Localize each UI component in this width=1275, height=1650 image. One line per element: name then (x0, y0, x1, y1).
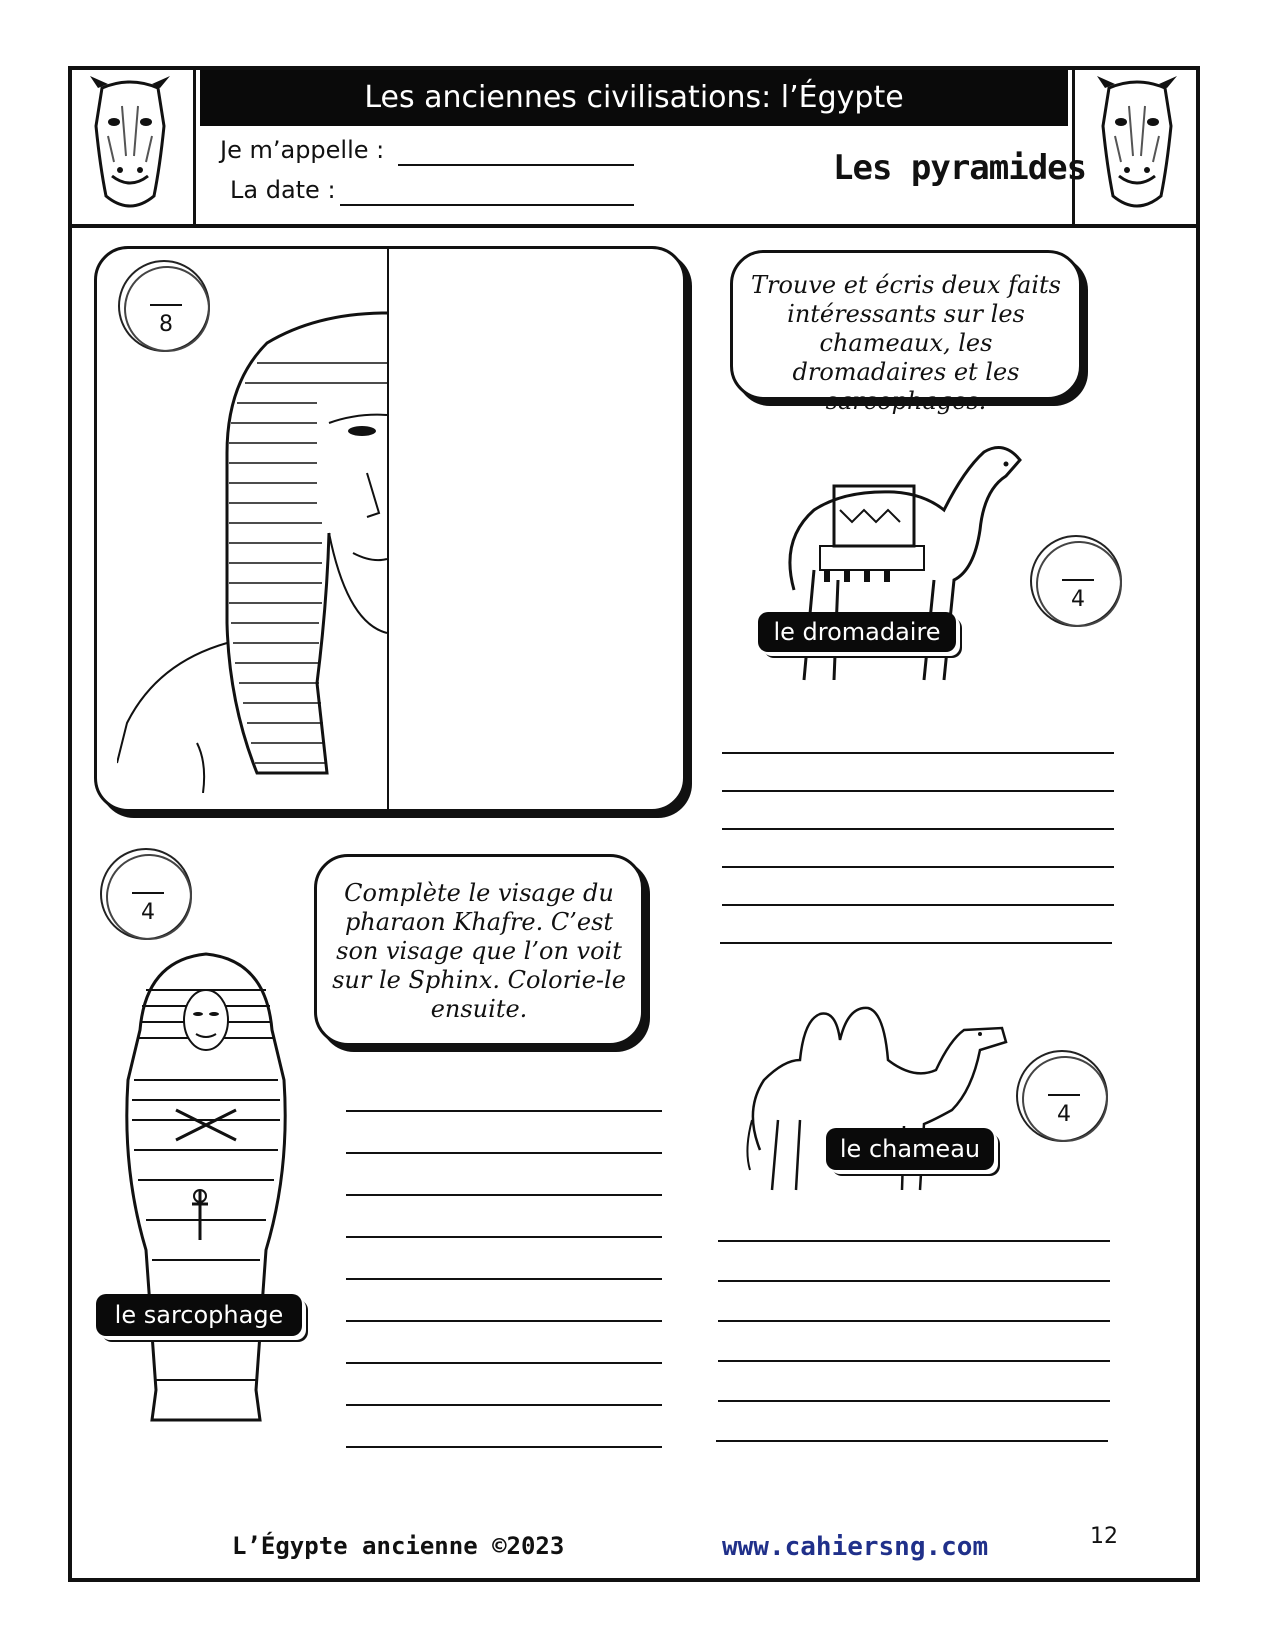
instruction-bubble-pharaoh (314, 854, 644, 1046)
name-field[interactable] (398, 164, 634, 166)
score-total: 8 (159, 312, 173, 337)
writing-line[interactable] (346, 1152, 662, 1154)
label-chameau: le chameau (826, 1128, 994, 1170)
writing-line[interactable] (346, 1278, 662, 1280)
writing-line[interactable] (722, 904, 1114, 906)
writing-line[interactable] (718, 1400, 1110, 1402)
score-circle-sarcophage (100, 848, 196, 944)
writing-line[interactable] (346, 1446, 662, 1448)
instruction-facts-text: Trouve et écris deux faits intéressants sur les chameaux, les dromadaires et les sarcophages. (750, 271, 1061, 415)
writing-line[interactable] (346, 1194, 662, 1196)
footer-url-link[interactable]: www.cahiersng.com (722, 1532, 989, 1562)
writing-line[interactable] (718, 1360, 1110, 1362)
label-dromadaire: le dromadaire (758, 612, 956, 652)
writing-line[interactable] (346, 1404, 662, 1406)
label-sarcophage: le sarcophage (96, 1294, 302, 1336)
camel-head-icon (68, 66, 196, 224)
score-total: 4 (1071, 587, 1085, 612)
writing-line[interactable] (346, 1362, 662, 1364)
writing-line[interactable] (346, 1320, 662, 1322)
score-circle-chameau (1016, 1050, 1112, 1146)
writing-line[interactable] (346, 1236, 662, 1238)
date-label: La date : (230, 176, 336, 204)
score-circle-pharaoh (118, 260, 214, 356)
writing-line[interactable] (722, 866, 1114, 868)
instruction-pharaoh-text: Complète le visage du pharaon Khafre. C’est son visage que l’on voit sur le Sphinx. Colorie-le ensuite. (332, 879, 626, 1023)
footer-copyright: L’Égypte ancienne ©2023 (232, 1532, 565, 1560)
topic-title: Les pyramides (833, 148, 1087, 188)
writing-line[interactable] (718, 1320, 1110, 1322)
writing-line[interactable] (722, 752, 1114, 754)
writing-line[interactable] (718, 1240, 1110, 1242)
writing-line[interactable] (718, 1280, 1110, 1282)
instruction-bubble-facts (730, 250, 1082, 415)
score-total: 4 (1057, 1102, 1071, 1127)
date-field[interactable] (340, 204, 634, 206)
pharaoh-half-face-illustration (117, 303, 389, 797)
worksheet-title: Les anciennes civilisations: l’Égypte (200, 70, 1068, 126)
dromedary-illustration (774, 430, 1030, 698)
bactrian-camel-illustration (744, 1000, 1014, 1204)
writing-line[interactable] (722, 828, 1114, 830)
name-label: Je m’appelle : (220, 136, 385, 164)
score-total: 4 (141, 900, 155, 925)
writing-line[interactable] (722, 790, 1114, 792)
page-number: 12 (1090, 1524, 1118, 1549)
camel-head-icon (1072, 66, 1200, 224)
worksheet-header (68, 66, 1200, 228)
writing-line[interactable] (716, 1440, 1108, 1442)
score-circle-dromadaire (1030, 535, 1126, 631)
writing-line[interactable] (346, 1110, 662, 1112)
writing-line[interactable] (720, 942, 1112, 944)
sarcophagus-illustration (116, 950, 296, 1434)
